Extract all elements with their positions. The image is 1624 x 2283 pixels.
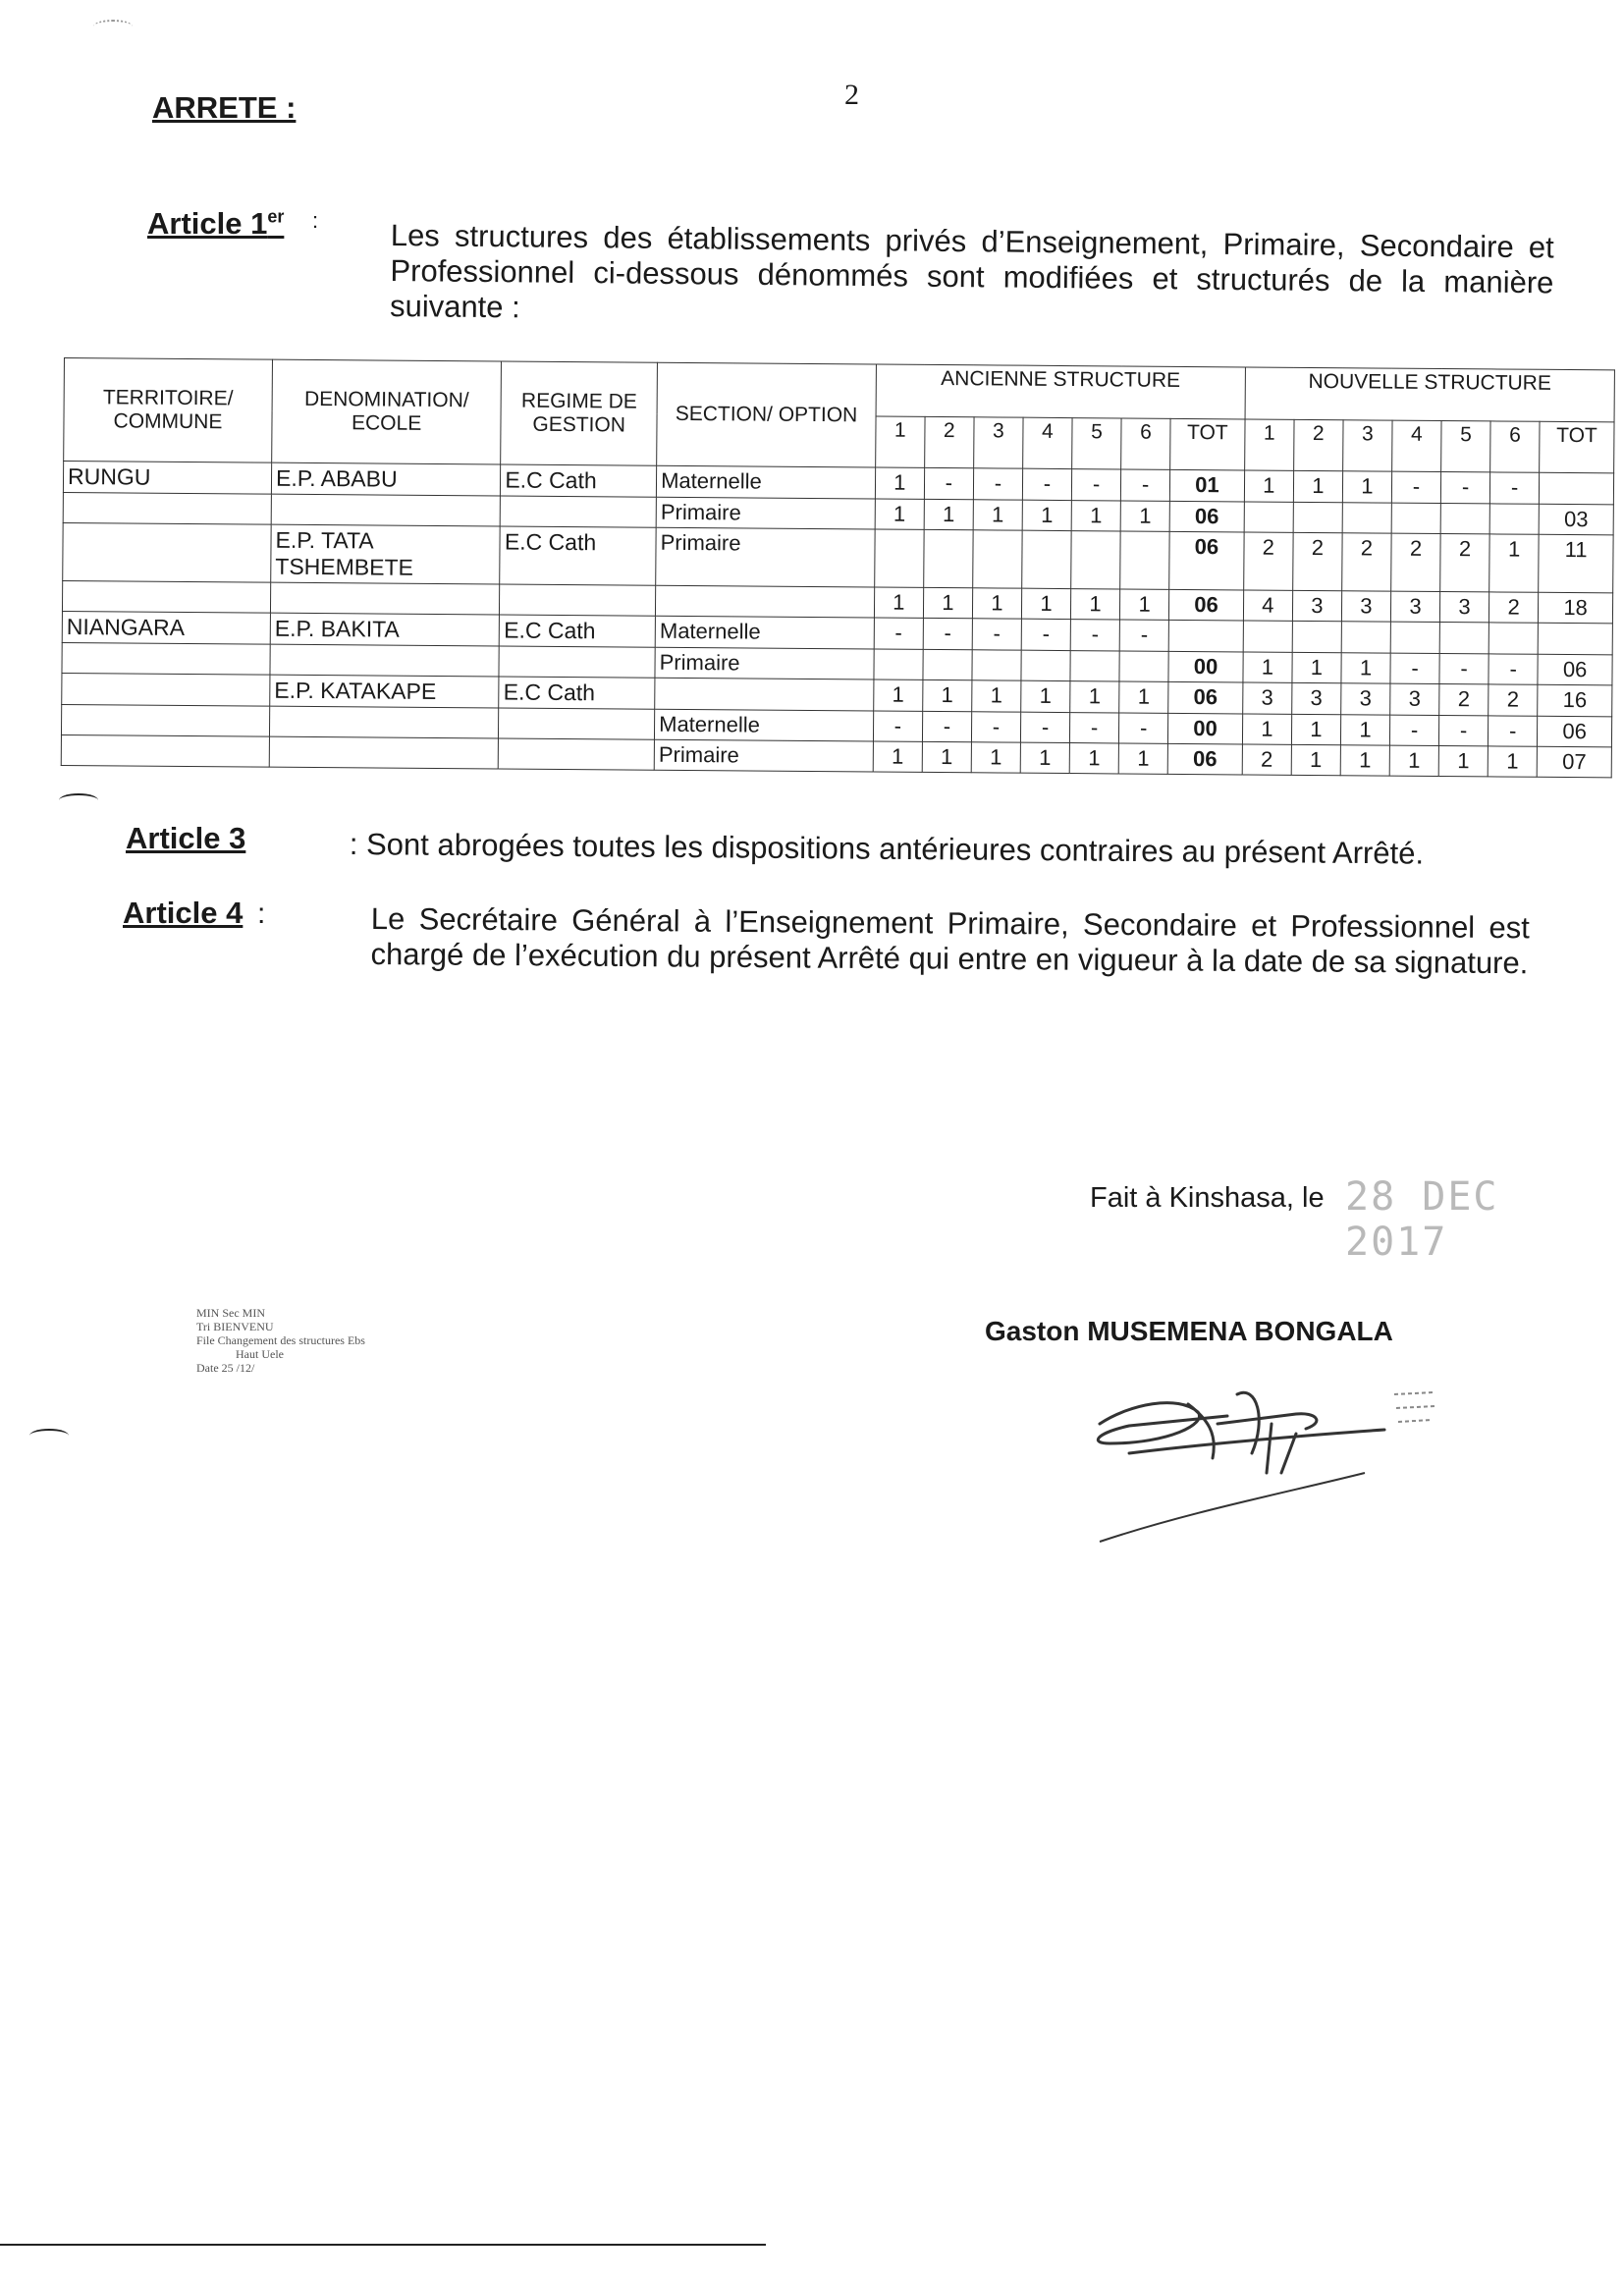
header-level: 1 [1244, 418, 1293, 470]
ancienne-value-cell: 1 [1119, 681, 1168, 713]
ancienne-value-cell: - [1069, 713, 1118, 743]
ancienne-value-cell: - [874, 618, 923, 649]
nouvelle-value-cell: 1 [1244, 470, 1293, 502]
article-4-label: Article 4 [123, 896, 244, 930]
header-section: SECTION/ OPTION [657, 362, 876, 467]
nouvelle-value-cell: 2 [1489, 684, 1538, 716]
header-territoire: TERRITOIRE/ COMMUNE [64, 358, 273, 463]
ancienne-value-cell: 1 [972, 588, 1021, 619]
ancienne-value-cell: 1 [875, 467, 924, 499]
header-nouvelle: NOUVELLE STRUCTURE [1245, 367, 1615, 421]
ancienne-value-cell: 1 [873, 741, 922, 772]
header-level: 1 [875, 415, 924, 467]
nouvelle-value-cell [1540, 472, 1614, 505]
ancienne-value-cell: 06 [1169, 501, 1244, 532]
ancienne-value-cell: 1 [1022, 500, 1071, 530]
reference-block [196, 1306, 365, 1375]
regime-cell [499, 738, 655, 770]
nouvelle-value-cell: 1 [1293, 470, 1342, 502]
nouvelle-value-cell [1391, 503, 1440, 533]
handwritten-signature [1070, 1365, 1483, 1561]
ancienne-value-cell: 1 [972, 680, 1021, 712]
ref-line: Date 25 /12/ [196, 1361, 255, 1375]
nouvelle-value-cell: 1 [1243, 652, 1292, 682]
nouvelle-value-cell: 06 [1538, 716, 1612, 747]
scan-mark-left-2 [29, 1429, 69, 1442]
ancienne-value-cell [972, 650, 1021, 680]
ancienne-value-cell: 06 [1169, 531, 1244, 590]
nouvelle-value-cell: 2 [1342, 533, 1392, 591]
school-cell [270, 644, 500, 677]
scan-mark-top [93, 20, 133, 33]
page-number: 2 [844, 79, 859, 111]
regime-cell [501, 496, 657, 527]
nouvelle-value-cell: - [1489, 716, 1538, 746]
ancienne-value-cell: 1 [922, 741, 971, 772]
structures-table [61, 357, 1615, 778]
header-level: 3 [1343, 419, 1392, 471]
nouvelle-value-cell: 3 [1341, 683, 1390, 715]
school-cell [271, 494, 501, 526]
ancienne-value-cell: 1 [1021, 588, 1070, 619]
section-cell: Primaire [656, 527, 875, 587]
nouvelle-value-cell: 03 [1539, 504, 1613, 535]
nouvelle-value-cell [1243, 621, 1292, 652]
table-body [61, 462, 1613, 778]
school-cell: E.P. BAKITA [270, 613, 500, 646]
nouvelle-value-cell: 3 [1390, 683, 1439, 715]
ancienne-value-cell: - [923, 618, 972, 649]
header-ancienne: ANCIENNE STRUCTURE [876, 364, 1245, 418]
article-1-colon: : [312, 208, 319, 233]
ancienne-value-cell: 1 [1070, 589, 1119, 620]
school-cell: E.P. KATAKAPE [270, 675, 500, 708]
ancienne-value-cell: - [1070, 620, 1119, 651]
nouvelle-value-cell: 1 [1342, 471, 1391, 503]
nouvelle-value-cell: 1 [1489, 534, 1540, 592]
territoire-cell [61, 734, 269, 767]
regime-cell: E.C Cath [501, 464, 657, 497]
article-3-label: Article 3 [126, 821, 246, 855]
ancienne-value-cell [923, 649, 972, 679]
ancienne-value-cell: 1 [1118, 743, 1167, 774]
ancienne-value-cell: 1 [1021, 680, 1070, 712]
ancienne-value-cell: 1 [1071, 501, 1120, 531]
nouvelle-value-cell: 1 [1242, 714, 1291, 744]
ancienne-value-cell: - [971, 712, 1020, 742]
ancienne-value-cell: 00 [1168, 713, 1243, 744]
school-cell: E.P. ABABU [271, 462, 501, 496]
ref-line: File Changement des structures Ebs [196, 1333, 365, 1347]
nouvelle-value-cell: 1 [1291, 744, 1340, 775]
nouvelle-value-cell [1292, 621, 1341, 652]
regime-cell: E.C Cath [500, 615, 656, 647]
ancienne-value-cell: 06 [1168, 681, 1243, 714]
nouvelle-value-cell [1244, 502, 1293, 532]
regime-cell [499, 708, 655, 739]
ancienne-value-cell: 1 [1120, 501, 1169, 531]
article-4-colon: : [257, 897, 266, 930]
ref-line: MIN Sec MIN [196, 1306, 265, 1320]
nouvelle-value-cell: - [1391, 471, 1440, 503]
ancienne-value-cell: - [924, 467, 973, 499]
ancienne-value-cell: 1 [873, 679, 922, 711]
ancienne-value-cell [1071, 531, 1121, 589]
ancienne-value-cell: 1 [1120, 589, 1169, 620]
section-cell: Maternelle [656, 465, 875, 499]
ancienne-value-cell [1070, 651, 1119, 681]
header-level: 2 [924, 416, 973, 468]
ref-line: Haut Uele [236, 1347, 284, 1361]
section-cell: Primaire [654, 739, 873, 772]
regime-cell [499, 646, 655, 678]
territoire-cell [62, 642, 270, 675]
ancienne-value-cell [874, 529, 924, 587]
nouvelle-value-cell: 3 [1341, 591, 1390, 622]
ancienne-value-cell: 1 [874, 587, 923, 618]
header-level: 5 [1072, 417, 1121, 469]
school-cell [270, 582, 500, 615]
ancienne-value-cell: - [1020, 712, 1069, 742]
decree-heading: ARRETE : [152, 90, 297, 125]
ancienne-value-cell: - [973, 468, 1022, 500]
article-4-text: Le Secrétaire Général à l’Enseignement Primaire, Secondaire et Professionnel est chargé de l’exécution du présent Arrêté qui entre en vigueur à la date de sa signature. [370, 901, 1530, 981]
ancienne-value-cell: 1 [875, 499, 924, 529]
nouvelle-value-cell: 1 [1292, 652, 1341, 682]
nouvelle-value-cell [1440, 504, 1489, 534]
ancienne-value-cell [1120, 531, 1170, 589]
nouvelle-value-cell: 11 [1539, 534, 1613, 593]
nouvelle-value-cell: 2 [1391, 533, 1441, 591]
ancienne-value-cell: 1 [1020, 742, 1069, 773]
territoire-cell: NIANGARA [62, 611, 270, 644]
nouvelle-value-cell [1538, 623, 1612, 655]
section-cell [655, 678, 874, 711]
ancienne-value-cell: 01 [1170, 469, 1245, 502]
nouvelle-value-cell: 1 [1341, 653, 1390, 683]
ancienne-value-cell: 1 [973, 500, 1022, 530]
nouvelle-value-cell: 2 [1439, 684, 1489, 716]
ancienne-value-cell: - [972, 619, 1021, 650]
ancienne-value-cell: - [922, 711, 971, 741]
ancienne-value-cell: - [1021, 619, 1070, 650]
nouvelle-value-cell: - [1440, 472, 1489, 504]
ancienne-value-cell: 00 [1168, 651, 1243, 682]
territoire-cell [63, 522, 271, 582]
header-level: TOT [1170, 418, 1245, 470]
header-level: 6 [1490, 420, 1540, 472]
nouvelle-value-cell: 1 [1291, 714, 1340, 744]
school-cell [269, 736, 499, 769]
ancienne-value-cell: 1 [923, 679, 972, 711]
article-1-text: Les structures des établissements privés d’Enseignement, Primaire, Secondaire et Professionnel ci-dessous dénommés sont modifiées et structurés de la manière suivante : [389, 218, 1554, 325]
header-level: TOT [1540, 421, 1614, 473]
section-cell: Primaire [655, 647, 874, 679]
nouvelle-value-cell: - [1389, 715, 1438, 745]
nouvelle-value-cell: 06 [1538, 654, 1612, 685]
ancienne-value-cell: 1 [1070, 681, 1119, 713]
school-cell [269, 706, 499, 738]
nouvelle-value-cell: 2 [1440, 534, 1490, 592]
nouvelle-value-cell: - [1439, 654, 1489, 684]
article-1-label: Article 1er [147, 206, 285, 241]
ancienne-value-cell: 1 [971, 742, 1020, 773]
nouvelle-value-cell: - [1489, 472, 1539, 504]
nouvelle-value-cell: 3 [1390, 591, 1439, 622]
nouvelle-value-cell: 3 [1292, 590, 1341, 621]
nouvelle-value-cell: 16 [1538, 684, 1612, 717]
place-date-label: Fait à Kinshasa, le [1090, 1182, 1325, 1214]
header-denomination: DENOMINATION/ ECOLE [272, 359, 502, 464]
ancienne-value-cell [1022, 530, 1072, 588]
nouvelle-value-cell [1390, 622, 1439, 653]
nouvelle-value-cell: 1 [1340, 745, 1389, 776]
nouvelle-value-cell: 3 [1439, 592, 1489, 623]
regime-cell [500, 584, 656, 616]
ancienne-value-cell: 06 [1167, 743, 1242, 775]
ancienne-value-cell [874, 649, 923, 679]
territoire-cell [62, 673, 270, 706]
school-cell: E.P. TATA TSHEMBETE [271, 524, 501, 584]
nouvelle-value-cell: 1 [1438, 746, 1488, 777]
territoire-cell [61, 704, 269, 736]
bottom-rule [0, 2244, 766, 2246]
nouvelle-value-cell: 2 [1242, 744, 1291, 775]
article-3-text: : Sont abrogées toutes les dispositions antérieures contraires au présent Arrêté. [349, 827, 1425, 871]
section-cell: Primaire [656, 497, 875, 529]
nouvelle-value-cell: 2 [1489, 592, 1539, 623]
nouvelle-value-cell [1439, 623, 1489, 654]
nouvelle-value-cell: 3 [1292, 682, 1341, 714]
nouvelle-value-cell: 1 [1488, 746, 1537, 777]
ancienne-value-cell: - [1071, 469, 1120, 501]
nouvelle-value-cell: 2 [1293, 532, 1343, 590]
header-regime: REGIME DE GESTION [501, 361, 658, 465]
ancienne-value-cell: - [1119, 620, 1168, 651]
ancienne-value-cell: - [1120, 469, 1169, 501]
scan-mark-left-1 [59, 793, 98, 807]
ancienne-value-cell [1168, 620, 1243, 652]
nouvelle-value-cell: - [1438, 716, 1488, 746]
ancienne-value-cell [924, 529, 974, 587]
header-level: 2 [1293, 419, 1342, 471]
nouvelle-value-cell: 07 [1537, 746, 1611, 778]
ancienne-value-cell: 1 [923, 587, 972, 618]
nouvelle-value-cell [1342, 503, 1391, 533]
nouvelle-value-cell: 2 [1243, 532, 1293, 590]
section-cell [656, 585, 875, 618]
header-level: 4 [1023, 417, 1072, 469]
nouvelle-value-cell [1341, 622, 1390, 653]
ancienne-value-cell: 1 [924, 499, 973, 529]
nouvelle-value-cell: 4 [1243, 590, 1292, 621]
header-level: 4 [1392, 420, 1441, 472]
territoire-cell [63, 492, 271, 524]
nouvelle-value-cell: 1 [1389, 745, 1438, 776]
header-level: 5 [1441, 420, 1490, 472]
ref-line: Tri BIENVENU [196, 1320, 274, 1333]
stamped-date: 28 DEC 2017 [1345, 1174, 1499, 1265]
section-cell: Maternelle [655, 616, 874, 649]
ancienne-value-cell [1021, 650, 1070, 680]
nouvelle-value-cell: 1 [1340, 715, 1389, 745]
signer-name: Gaston MUSEMENA BONGALA [985, 1316, 1393, 1346]
nouvelle-value-cell: 18 [1539, 592, 1613, 624]
section-cell: Maternelle [655, 709, 874, 741]
header-level: 3 [974, 416, 1023, 468]
nouvelle-value-cell [1489, 504, 1539, 534]
nouvelle-value-cell [1293, 502, 1342, 532]
ancienne-value-cell [1119, 651, 1168, 681]
nouvelle-value-cell: - [1390, 653, 1439, 683]
ancienne-value-cell: - [1022, 468, 1071, 500]
regime-cell: E.C Cath [499, 677, 655, 709]
nouvelle-value-cell: - [1489, 654, 1538, 684]
header-level: 6 [1121, 417, 1170, 469]
ancienne-value-cell: 06 [1169, 589, 1244, 621]
ancienne-value-cell [973, 530, 1023, 588]
territoire-cell: RUNGU [63, 462, 271, 495]
nouvelle-value-cell: 3 [1242, 682, 1291, 714]
regime-cell: E.C Cath [500, 526, 656, 585]
nouvelle-value-cell [1489, 623, 1538, 654]
ancienne-value-cell: - [1119, 713, 1168, 743]
territoire-cell [62, 580, 270, 613]
ancienne-value-cell: - [873, 711, 922, 741]
ancienne-value-cell: 1 [1069, 743, 1118, 774]
